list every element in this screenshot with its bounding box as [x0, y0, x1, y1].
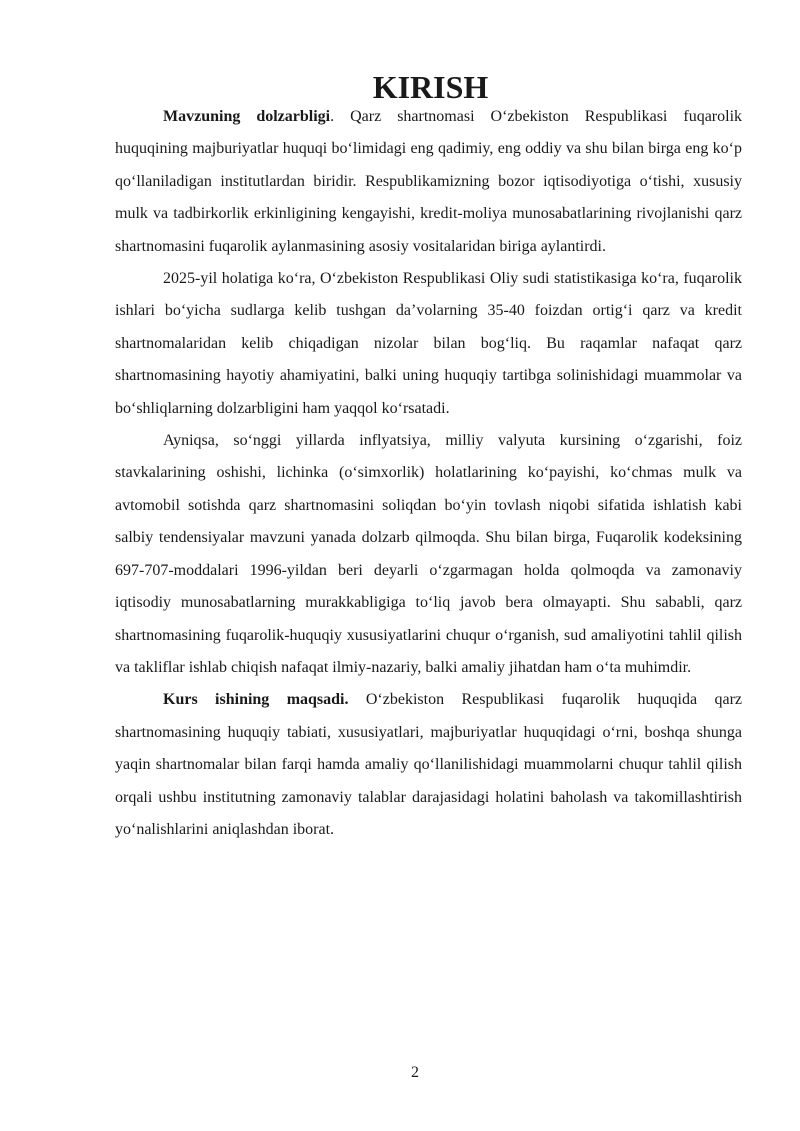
- paragraph-lead-relevance: Mavzuning dolzarbligi: [163, 108, 331, 125]
- paragraph-text-relevance: . Qarz shartnomasi O‘zbekiston Respublikasi fuqarolik huquqining majburiyatlar huquqi bo‘limidagi eng qadimiy, eng oddiy va shu bilan birga eng ko‘p qo‘llaniladigan institutlardan biridir. Respublikamizning bozor iqtisodiyotiga o‘tishi, xususiy mulk va tadbirkorlik erkinligining kengayishi, kredit-moliya munosabatlarining rivojlanishi qarz shartnomasini fuqarolik aylanmasining asosiy vositalaridan biriga aylantirdi.: [115, 108, 743, 255]
- paragraph-statistics: [115, 263, 742, 425]
- page-number: 2: [411, 1064, 419, 1081]
- paragraph-text-goal: O‘zbekiston Respublikasi fuqarolik huquqida qarz shartnomasining huquqiy tabiati, xususiyatlari, majburiyatlar huquqidagi o‘rni, boshqa shunga yaqin shartnomalar bilan farqi hamda amaliy qo‘llanilishidagi muammolarni chuqur tahlil qilish orqali ushbu institutning zamonaviy talablar darajasidagi holatini baholash va takomillashtirish yo‘nalishlarini aniqlashdan iborat.: [115, 691, 743, 838]
- paragraph-goal: [115, 684, 742, 846]
- paragraph-relevance: [115, 101, 742, 263]
- paragraph-text-trends: Ayniqsa, so‘nggi yillarda inflyatsiya, milliy valyuta kursining o‘zgarishi, foiz stavkalarining oshishi, lichinka (o‘simxorlik) holatlarining ko‘payishi, ko‘chmas mulk va avtomobil sotishda qarz shartnomasini soliqdan bo‘yin tovlash niqobi sifatida ishlatish kabi salbiy tendensiyalar mavzuni yanada dolzarb qilmoqda. Shu bilan birga, Fuqarolik kodeksining 697-707-moddalari 1996-yildan beri deyarli o‘zgarmagan holda qolmoqda va zamonaviy iqtisodiy munosabatlarning murakkabligiga to‘liq javob bera olmayapti. Shu sababli, qarz shartnomasining fuqarolik-huquqiy xususiyatlarini chuqur o‘rganish, sud amaliyotini tahlil qilish va takliflar ishlab chiqish nafaqat ilmiy-nazariy, balki amaliy jihatdan ham o‘ta muhimdir.: [115, 432, 742, 676]
- section-heading: KIRISH: [372, 69, 489, 105]
- paragraph-text-statistics: 2025-yil holatiga ko‘ra, O‘zbekiston Respublikasi Oliy sudi statistikasiga ko‘ra, fuqarolik ishlari bo‘yicha sudlarga kelib tushgan da’volarning 35-40 foizdan ortig‘i qarz va kredit shartnomalaridan kelib chiqadigan nizolar bilan bog‘liq. Bu raqamlar nafaqat qarz shartnomasining hayotiy ahamiyatini, balki uning huquqiy tartibga solinishidagi muammolar va bo‘shliqlarning dolzarbligini ham yaqqol ko‘rsatadi.: [115, 270, 742, 417]
- paragraph-trends: [115, 425, 742, 684]
- document-page: [115, 69, 743, 846]
- paragraph-lead-goal: Kurs ishining maqsadi.: [163, 691, 349, 709]
